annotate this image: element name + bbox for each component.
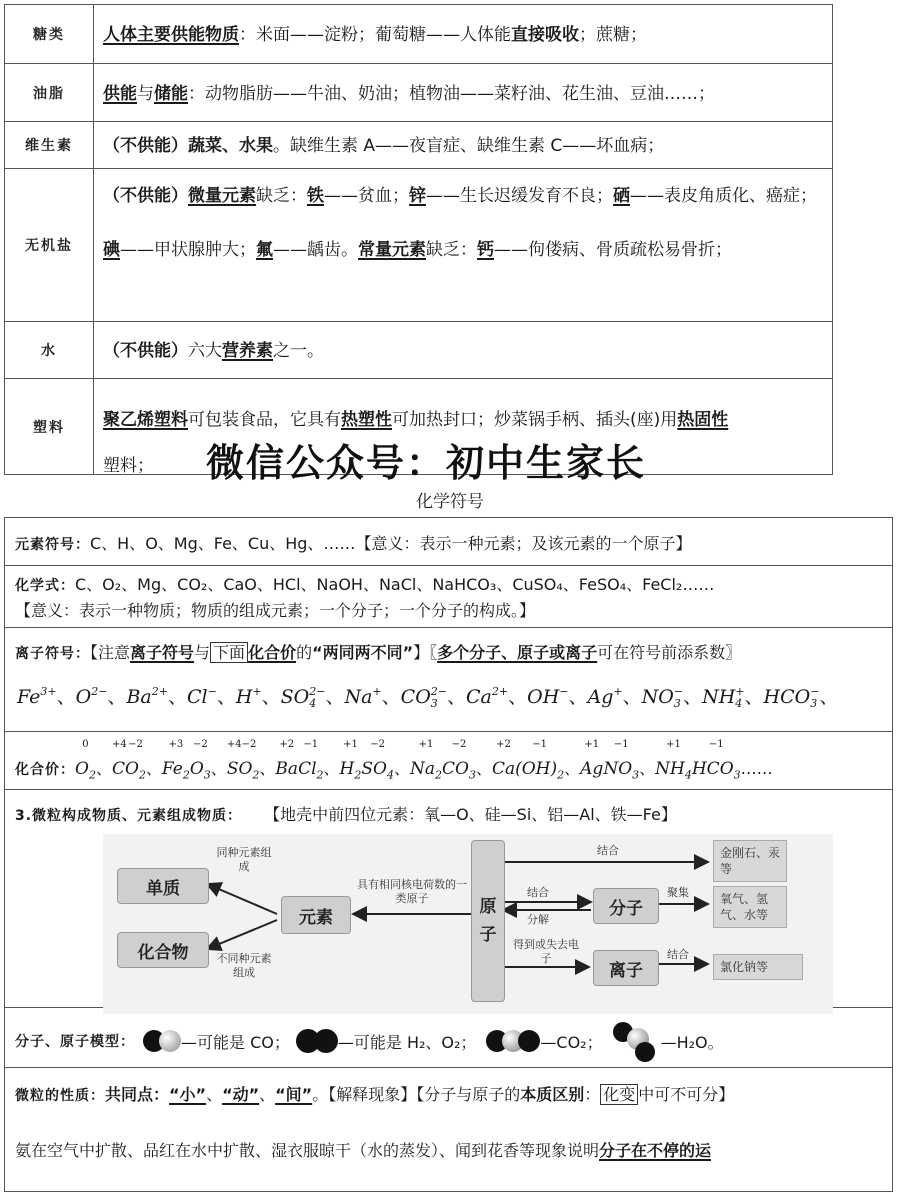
text: 、: [259, 1085, 276, 1104]
ion-symbol: NO − 3: [641, 685, 684, 710]
valence-part: +1 $NH_4$: [655, 739, 692, 782]
separator: 、: [475, 759, 492, 778]
text: 与: [137, 84, 154, 104]
box-compound: 化合物: [117, 932, 209, 968]
separator: 、: [261, 686, 281, 708]
key-term: “间”: [275, 1085, 313, 1104]
row-water: [5, 322, 832, 379]
text: ——生长迟缓发育不良；: [426, 186, 613, 206]
text: 塑料；: [103, 456, 154, 476]
model-co-text: —可能是 CO；: [181, 1032, 290, 1052]
category-label: 维生素: [5, 122, 94, 168]
valence-part: −2 $O_2$: [238, 739, 260, 782]
arrow-to-element: [207, 884, 277, 914]
row-models: [5, 1008, 892, 1068]
ion-symbol: SO 2− 4: [280, 685, 326, 710]
text: 缺乏：: [256, 186, 307, 206]
row-properties: [5, 1068, 892, 1191]
ion-list: [17, 682, 838, 710]
key-term: 储能: [154, 84, 188, 104]
category-label: 水: [5, 322, 94, 378]
separator: 、: [568, 686, 588, 708]
row-label: 微粒的性质：: [15, 1088, 105, 1104]
text: ；蔗糖；: [579, 25, 647, 45]
ion-symbol: Ba 2+: [126, 685, 168, 708]
arrow-to-compound: [207, 920, 277, 949]
ion-symbol: O 2−: [75, 685, 108, 708]
note-diff-kind: 不同种元素组成: [216, 952, 272, 979]
formula-list: C、O₂、Mg、CO₂、CaO、HCl、NaOH、NaCl、NaHCO₃、CuSO₄、FeSO₄、FeCl₂……: [75, 575, 715, 594]
ion-symbol: Ag +: [587, 685, 623, 708]
valence-part: −2 $SO_4$: [361, 739, 394, 782]
text: ：: [584, 1085, 601, 1104]
text: ——龋齿。: [273, 240, 358, 260]
valence-part: 0 $O_2$: [75, 739, 96, 782]
row-text: [103, 169, 824, 277]
box-yuansu: 元素: [281, 896, 351, 934]
key-term: 化合价: [248, 643, 297, 662]
separator: 、: [447, 686, 467, 708]
key-term: 锌: [409, 186, 426, 206]
ion-symbol: OH −: [527, 685, 569, 708]
valence-list: [75, 739, 741, 782]
key-term: （不供能）蔬菜、水果: [103, 136, 273, 156]
text: ：米面——淀粉；葡萄糖——人体能: [239, 25, 511, 45]
key-term: 常量元素: [358, 240, 426, 260]
separator: 、: [819, 686, 839, 708]
row-text: [15, 572, 714, 595]
separator: 、: [393, 759, 410, 778]
key-term: 碘: [103, 240, 120, 260]
valence-part: +1 $Na_2$: [409, 739, 442, 782]
ion-symbol: H +: [235, 685, 262, 708]
text: （不供能）: [103, 186, 188, 206]
text: （不供能）: [103, 341, 188, 361]
row-text: [103, 80, 824, 108]
valence-part: −2 $O_3$: [189, 739, 211, 782]
key-term: 分子在不停的运: [599, 1141, 712, 1160]
separator: 、: [259, 759, 276, 778]
text: ——佝偻病、骨质疏松易骨折；: [494, 240, 732, 260]
text: 与: [194, 643, 211, 662]
row-text: [103, 132, 824, 160]
category-label: 无机盐: [5, 169, 94, 321]
valence-part: −1 $HCO_3$: [691, 739, 741, 782]
key-term: 营养素: [222, 341, 273, 361]
model-co2-text: —CO₂；: [540, 1032, 603, 1052]
ion-symbol: Cl −: [186, 685, 217, 708]
row-text: [15, 802, 677, 825]
model-h2-text: —可能是 H₂、O₂；: [337, 1032, 477, 1052]
text: 六大: [188, 341, 222, 361]
row-text: [103, 21, 824, 49]
text: 之一。: [273, 341, 324, 361]
row-sugar: [5, 5, 832, 64]
key-term: 氟: [256, 240, 273, 260]
valence-part: +2 Ca: [491, 739, 516, 779]
separator: 、: [216, 686, 236, 708]
text: 缺乏：: [426, 240, 477, 260]
category-label: 糖类: [5, 5, 94, 63]
separator: 、: [210, 759, 227, 778]
key-term: 铁: [307, 186, 324, 206]
note-gain-lose: 得到或失去电子: [513, 938, 579, 965]
separator: 、: [167, 686, 187, 708]
meaning: 【意义：表示一种元素；及该元素的一个原子】: [355, 534, 692, 553]
text: 【注意: [90, 643, 131, 662]
row-element-symbols: [5, 518, 892, 566]
boxed-term: 化变: [600, 1084, 638, 1105]
row-text: [15, 531, 691, 554]
model-co2-icon: [486, 1030, 540, 1052]
ion-symbol: HCO − 3: [763, 685, 820, 710]
separator: 、: [325, 686, 345, 708]
section-heading: 化学符号: [416, 492, 484, 512]
key-term: 人体主要供能物质: [103, 25, 239, 45]
row-text: [15, 1022, 724, 1060]
atom-label: 原子: [479, 897, 497, 945]
text: 。【解释现象】【分子与原子的: [312, 1085, 521, 1104]
model-h2o-text: —H₂O。: [660, 1032, 724, 1052]
separator: 、: [95, 759, 112, 778]
note-same-charge: 具有相同核电荷数的一类原子: [357, 878, 467, 905]
valence-part: +4 C: [111, 739, 127, 779]
text: 可在符号前添系数〗: [597, 643, 742, 662]
row-label: 分子、原子模型：: [15, 1034, 135, 1050]
note-combine-3: 结合: [667, 948, 689, 961]
text: 、: [206, 1085, 223, 1104]
text: ——贫血；: [324, 186, 409, 206]
particle-diagram: [103, 834, 833, 1014]
result-nacl: 氯化钠等: [713, 954, 803, 980]
model-h2o-icon: [613, 1022, 661, 1060]
key-term: 热塑性: [341, 410, 392, 430]
box-atom: [471, 840, 505, 1002]
note-same-kind: 同种元素组成: [216, 846, 272, 873]
row-label: 3.微粒构成物质、元素组成物质：: [15, 808, 243, 824]
key-term: “两同两不同”: [312, 643, 414, 662]
ellipsis: ……: [740, 759, 773, 778]
text: 】〖: [413, 643, 438, 662]
row-chemical-formula: [5, 566, 892, 628]
key-term: “小”: [169, 1085, 207, 1104]
text: 氨在空气中扩散、品红在水中扩散、湿衣服晾干（水的蒸发）、闻到花香等现象说明: [15, 1141, 600, 1160]
key-term: 供能: [103, 84, 137, 104]
key-term: 微量元素: [188, 186, 256, 206]
category-label: 油脂: [5, 64, 94, 121]
text: 的: [296, 643, 313, 662]
row-text-2: [15, 1138, 711, 1161]
ion-symbol: Na +: [344, 685, 382, 708]
row-valence: [5, 732, 892, 790]
note-combine-1: 结合: [597, 844, 619, 857]
note-gather: 聚集: [667, 886, 689, 899]
ion-symbol: Ca 2+: [466, 685, 509, 708]
separator: 、: [683, 686, 703, 708]
row-minerals: [5, 169, 832, 322]
symbol-list: C、H、O、Mg、Fe、Cu、Hg、……: [90, 534, 356, 553]
text: 中可不可分】: [638, 1085, 735, 1104]
separator: 、: [145, 759, 162, 778]
separator: 、: [564, 759, 581, 778]
category-label: 塑料: [5, 379, 94, 474]
crust-elements: 【地壳中前四位元素：氧—O、硅—Si、铝—Al、铁—Fe】: [272, 805, 677, 824]
text: 。缺维生素 A——夜盲症、缺维生素 C——坏血病；: [273, 136, 665, 156]
valence-part: −1 $(OH)_2$: [515, 739, 565, 782]
valence-part: +4 S: [226, 739, 242, 779]
model-co-icon: [143, 1030, 181, 1052]
boxed-term: 下面: [210, 642, 248, 663]
valence-part: +1 Ag: [580, 739, 604, 779]
separator: 、: [323, 759, 340, 778]
key-term: 本质区别: [520, 1085, 585, 1104]
text: 可加热封口；炒菜锅手柄、插头(座)用: [392, 410, 678, 430]
symbols-table: [4, 517, 893, 1192]
model-h2-icon: [296, 1029, 338, 1053]
valence-part: +3 $Fe_2$: [161, 739, 190, 782]
separator: 、: [107, 686, 127, 708]
row-text: [15, 640, 741, 663]
separator: 、: [639, 759, 656, 778]
row-label: 离子符号：: [15, 646, 90, 662]
ion-symbol: NH + 4: [702, 685, 745, 710]
key-term: 直接吸收: [511, 25, 579, 45]
note-combine-2: 结合: [527, 886, 549, 899]
separator: 、: [744, 686, 764, 708]
row-particles: [5, 790, 892, 1008]
text: ：动物脂肪——牛油、奶油；植物油——菜籽油、花生油、豆油……；: [188, 84, 715, 104]
key-term: 热固性: [677, 410, 729, 430]
valence-part: −2 $CO_3$: [441, 739, 476, 782]
separator: 、: [56, 686, 76, 708]
ion-symbol: Fe 3+: [17, 685, 57, 708]
result-diamond: 金刚石、汞等: [713, 840, 787, 882]
key-term: 离子符号: [130, 643, 195, 662]
row-label: 元素符号：: [15, 537, 90, 553]
separator: 、: [381, 686, 401, 708]
key-term: 多个分子、原子或离子: [437, 643, 598, 662]
result-gases: 氧气、氢气、水等: [713, 886, 787, 928]
valence-part: −1 $Cl_2$: [298, 739, 324, 782]
box-element: 单质: [117, 868, 209, 904]
row-fat: [5, 64, 832, 122]
key-term: 共同点：: [105, 1085, 170, 1104]
watermark: 微信公众号：初中生家长: [206, 441, 647, 485]
ion-symbol: CO 2− 3: [400, 685, 447, 710]
valence-part: +2 Ba: [275, 739, 299, 779]
valence-part: −1 $NO_3$: [603, 739, 640, 782]
separator: 、: [508, 686, 528, 708]
row-ion-symbols: [5, 628, 892, 732]
row-text: [103, 337, 824, 365]
key-term: 聚乙烯塑料: [103, 410, 188, 430]
row-label: 化合价：: [15, 762, 75, 778]
key-term: 硒: [613, 186, 630, 206]
text: 可包装食品，它具有: [188, 410, 341, 430]
text: ——甲状腺肿大；: [120, 240, 256, 260]
row-text: [15, 739, 773, 782]
row-vitamin: [5, 122, 832, 169]
nutrition-table: [4, 4, 833, 475]
row-text: [15, 1082, 734, 1105]
text: ——表皮角质化、癌症；: [630, 186, 817, 206]
key-term: 钙: [477, 240, 494, 260]
box-molecule: 分子: [593, 888, 659, 924]
box-ion: 离子: [593, 950, 659, 986]
valence-part: +1 $H_2$: [339, 739, 362, 782]
meaning: 【意义：表示一种物质；物质的组成元素；一个分子；一个分子的构成。】: [15, 601, 536, 620]
separator: 、: [622, 686, 642, 708]
valence-part: −2 $O_2$: [124, 739, 146, 782]
key-term: “动”: [222, 1085, 260, 1104]
note-split: 分解: [527, 913, 549, 926]
row-label: 化学式：: [15, 578, 75, 594]
